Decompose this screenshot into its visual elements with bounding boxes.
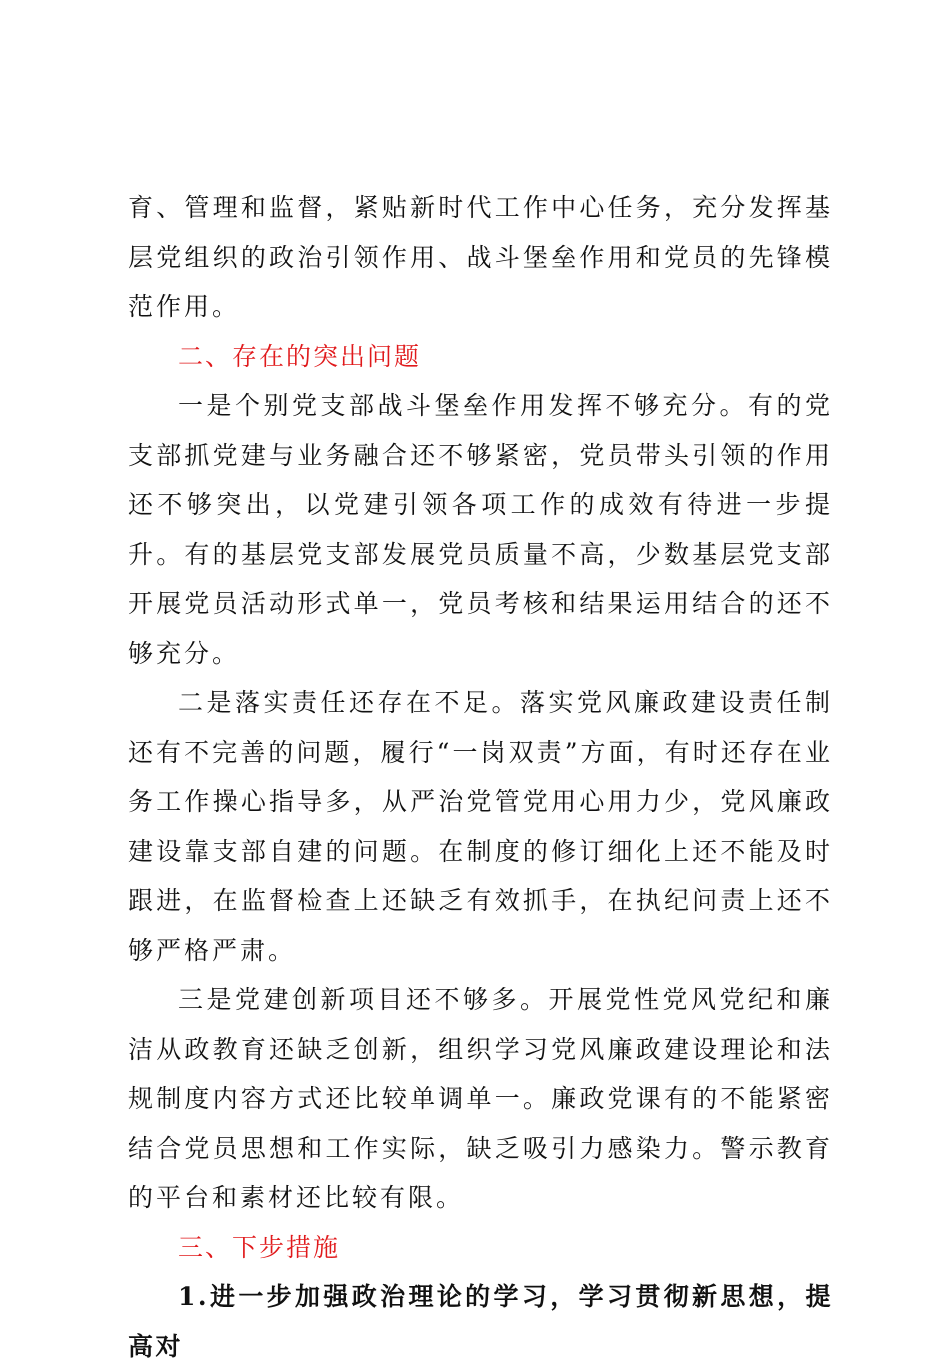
paragraph-problem-3: 三是党建创新项目还不够多。开展党性党风党纪和廉洁从政教育还缺乏创新，组织学习党风廉政建设理论和法规制度内容方式还比较单调单一。廉政党课有的不能紧密结合党员思想和工作实际，缺乏吸引力感染力。警示教育的平台和素材还比较有限。 [128,985,833,1212]
section-heading-measures: 三、下步措施 [178,1232,341,1262]
document-body [128,183,833,1371]
section-heading-problems: 二、存在的突出问题 [178,341,422,371]
paragraph-continued: 育、管理和监督，紧贴新时代工作中心任务，充分发挥基层党组织的政治引领作用、战斗堡垒作用和党员的先锋模范作用。 [128,193,833,321]
paragraph-measure-1: 1.进一步加强政治理论的学习，学习贯彻新思想，提高对 [128,1282,833,1361]
paragraph-problem-1: 一是个别党支部战斗堡垒作用发挥不够充分。有的党支部抓党建与业务融合还不够紧密，党员带头引领的作用还不够突出，以党建引领各项工作的成效有待进一步提升。有的基层党支部发展党员质量不高，少数基层党支部开展党员活动形式单一，党员考核和结果运用结合的还不够充分。 [128,391,833,668]
paragraph-problem-2: 二是落实责任还存在不足。落实党风廉政建设责任制还有不完善的问题，履行“一岗双责”方面，有时还存在业务工作操心指导多，从严治党管党用心用力少，党风廉政建设靠支部自建的问题。在制度的修订细化上还不能及时跟进，在监督检查上还缺乏有效抓手，在执纪问责上还不够严格严肃。 [128,688,833,965]
